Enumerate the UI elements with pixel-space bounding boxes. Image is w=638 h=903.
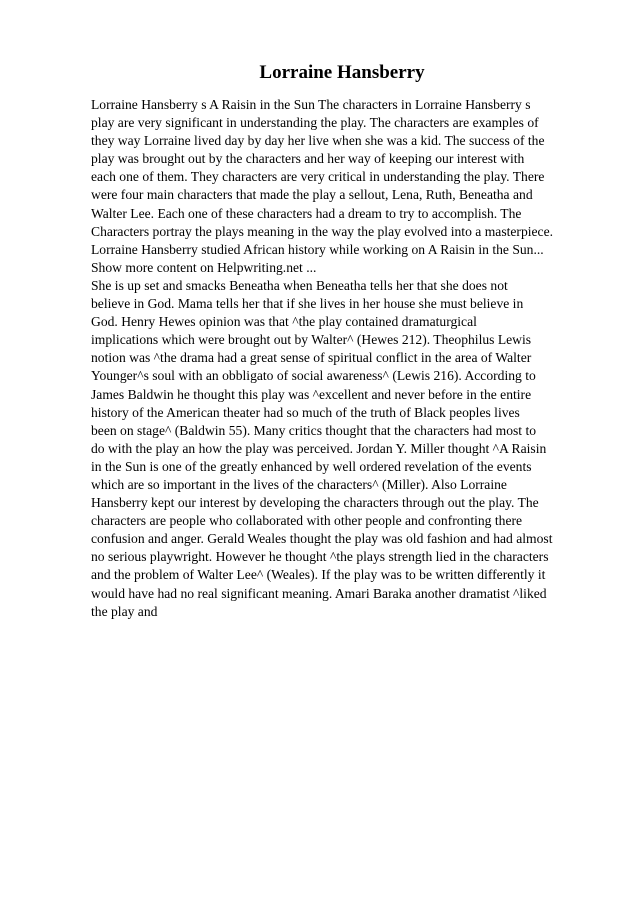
text-line: She is up set and smacks Beneatha when Beneatha tells her that she does not bbox=[91, 277, 508, 293]
text-line: confusion and anger. Gerald Weales thought the play was old fashion and had almost bbox=[91, 531, 553, 547]
text-line: do with the play an how the play was perceived. Jordan Y. Miller thought ^A Raisin bbox=[91, 440, 547, 456]
text-line: characters are people who collaborated with other people and confronting there bbox=[91, 513, 523, 529]
page-title: Lorraine Hansberry bbox=[259, 62, 425, 83]
text-line: God. Henry Hewes opinion was that ^the play contained dramaturgical bbox=[91, 314, 477, 330]
text-line: James Baldwin he thought this play was ^excellent and never before in the entire bbox=[91, 386, 532, 402]
text-line: Characters portray the plays meaning in the way the play evolved into a masterpiece. bbox=[91, 223, 554, 239]
text-line: in the Sun is one of the greatly enhanced by well ordered revelation of the events bbox=[91, 458, 532, 474]
text-line: history of the American theater had so much of the truth of Black peoples lives bbox=[91, 404, 520, 420]
text-line: no serious playwright. However he thought ^the plays strength lied in the characters bbox=[91, 549, 549, 565]
text-line: implications which were brought out by Walter^ (Hewes 212). Theophilus Lewis bbox=[91, 332, 532, 348]
text-line: and the problem of Walter Lee^ (Weales). If the play was to be written differently it bbox=[91, 567, 546, 583]
text-line: Lorraine Hansberry studied African history while working on A Raisin in the Sun... bbox=[91, 241, 544, 257]
text-line: which are so important in the lives of the characters^ (Miller). Also Lorraine bbox=[91, 476, 507, 492]
document-body bbox=[91, 96, 591, 621]
text-line: they way Lorraine lived day by day her live when she was a kid. The success of the bbox=[91, 133, 545, 149]
text-line: each one of them. They characters are very critical in understanding the play. There bbox=[91, 169, 545, 185]
text-line: Younger^s soul with an obbligato of social awareness^ (Lewis 216). According to bbox=[91, 368, 536, 384]
text-line: Lorraine Hansberry s A Raisin in the Sun The characters in Lorraine Hansberry s bbox=[91, 97, 531, 112]
text-line: been on stage^ (Baldwin 55). Many critics thought that the characters had most to bbox=[91, 422, 537, 438]
text-line: notion was ^the drama had a great sense of spiritual conflict in the area of Walter bbox=[91, 350, 532, 366]
text-line: would have had no real significant meaning. Amari Baraka another dramatist ^liked bbox=[91, 585, 547, 601]
text-line: play are very significant in understanding the play. The characters are examples of bbox=[91, 115, 539, 131]
show-more-link[interactable]: Show more content on Helpwriting.net ... bbox=[91, 259, 317, 275]
text-line: Hansberry kept our interest by developing the characters through out the play. The bbox=[91, 495, 539, 511]
text-line: Walter Lee. Each one of these characters had a dream to try to accomplish. The bbox=[91, 205, 522, 221]
text-line: play was brought out by the characters and her way of keeping our interest with bbox=[91, 151, 525, 167]
text-line: were four main characters that made the play a sellout, Lena, Ruth, Beneatha and bbox=[91, 187, 533, 203]
text-line: believe in God. Mama tells her that if she lives in her house she must believe in bbox=[91, 296, 524, 312]
text-line: the play and bbox=[91, 603, 158, 619]
